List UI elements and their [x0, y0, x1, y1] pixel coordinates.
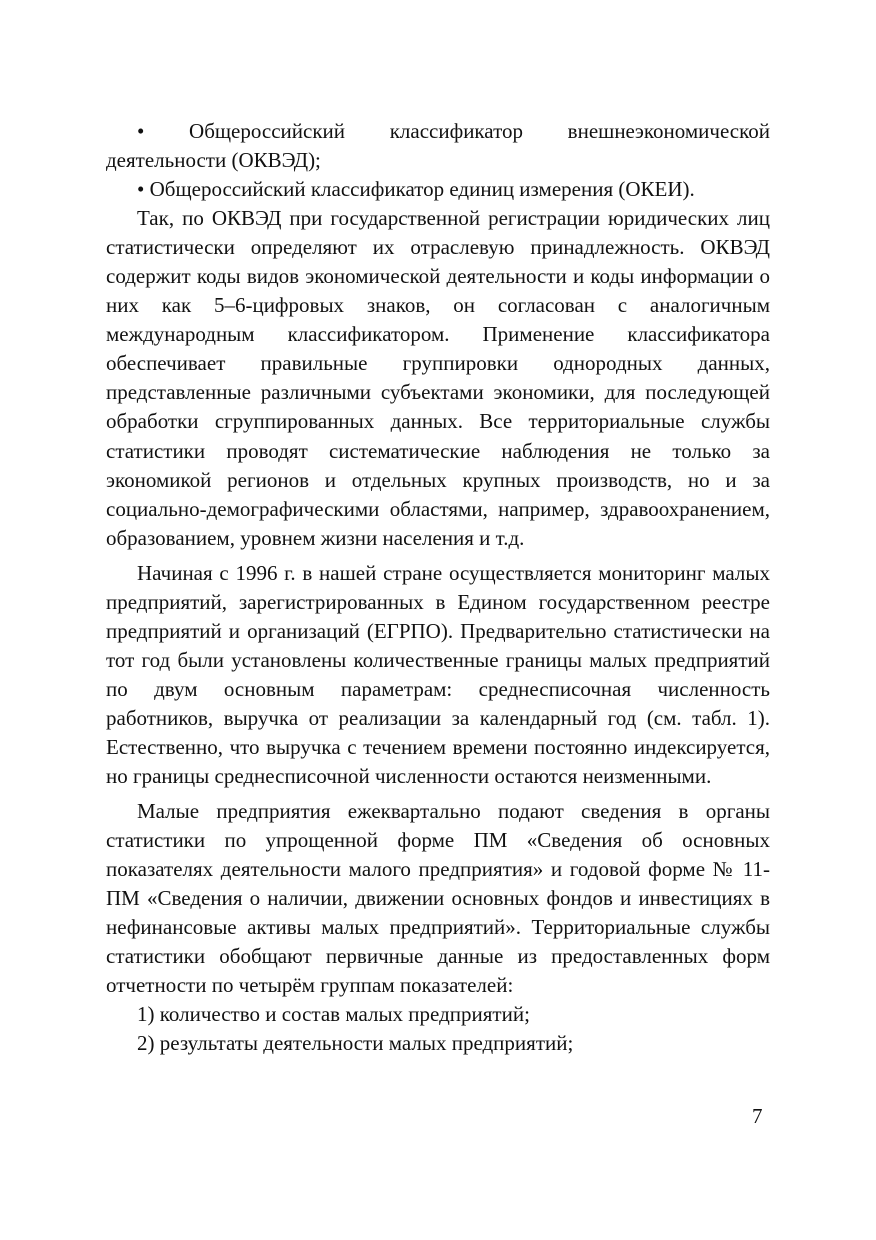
list-item-2: 2) результаты деятельности малых предприятий;: [137, 1031, 574, 1056]
bullet-okved: • Общероссийский классификатор внешнеэкономической деятельности (ОКВЭД);: [106, 119, 770, 173]
paragraph-reporting: Малые предприятия ежеквартально подают сведения в органы статистики по упрощенной форме ПМ «Сведения об основных показателях деятельности малого предприятия» и годовой форме № 11-ПМ «Сведения о наличии, движении основных фондов и инвестициях в нефинансовые активы малых предприятий». Территориальные службы статистики обобщают первичные данные из предоставленных форм отчетности по четырём группам показателей:: [106, 799, 770, 998]
page-body: [106, 117, 770, 1059]
list-item-1: 1) количество и состав малых предприятий;: [137, 1002, 530, 1027]
page-number: 7: [752, 1104, 763, 1128]
bullet-okei: • Общероссийский классификатор единиц измерения (ОКЕИ).: [137, 177, 695, 202]
paragraph-monitoring: Начиная с 1996 г. в нашей стране осуществляется мониторинг малых предприятий, зарегистрированных в Едином государственном реестре предприятий и организаций (ЕГРПО). Предварительно статистически на тот год были установлены количественные границы малых предприятий по двум основным параметрам: среднесписочная численность работников, выручка от реализации за календарный год (см. табл. 1). Естественно, что выручка с течением времени постоянно индексируется, но границы среднесписочной численности остаются неизменными.: [106, 560, 770, 789]
paragraph-okved-description: Так, по ОКВЭД при государственной регистрации юридических лиц статистически определяют их отраслевую принадлежность. ОКВЭД содержит коды видов экономической деятельности и коды информации о них как 5–6-цифровых знаков, он согласован с аналогичным международным классификатором. Применение классификатора обеспечивает правильные группировки однородных данных, представленные различными субъектами экономики, для последующей обработки сгруппированных данных. Все территориальные службы статистики проводят систематические наблюдения не только за экономикой регионов и отдельных крупных производств, но и за социально-демографическими областями, например, здравоохранением, образованием, уровнем жизни населения и т.д.: [106, 206, 770, 550]
